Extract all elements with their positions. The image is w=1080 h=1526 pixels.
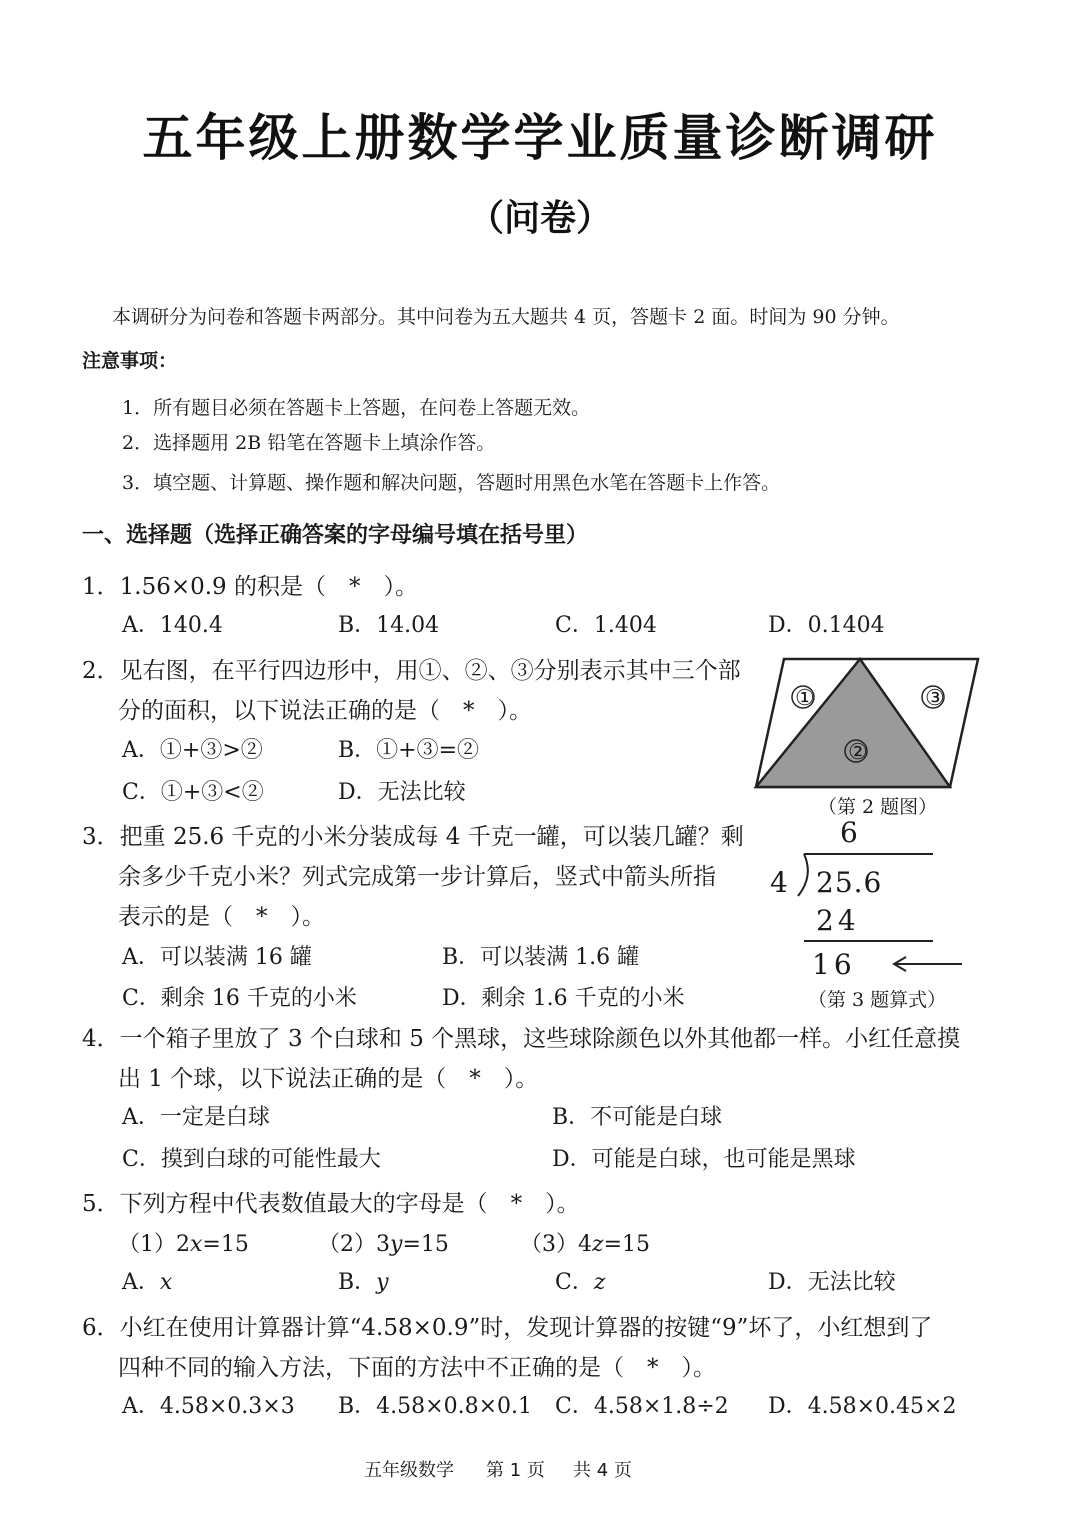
q5-option-b-var: y: [376, 1270, 389, 1295]
question-2-stem-line1: 2．见右图，在平行四边形中，用①、②、③分别表示其中三个部: [82, 658, 741, 684]
division-divisor: 4: [770, 866, 788, 899]
q5-eq3-prefix: （3）4: [520, 1232, 592, 1257]
q5-option-c-label: C．: [555, 1270, 594, 1295]
q2-option-b: B．①+③=②: [338, 738, 480, 763]
division-dividend: 25.6: [816, 866, 883, 899]
q5-eq2-prefix: （2）3: [318, 1232, 390, 1257]
q5-eq1-suffix: =15: [202, 1232, 249, 1257]
q1-option-c: C．1.404: [555, 613, 657, 638]
question-3-stem-line2: 余多少千克小米？列式完成第一步计算后，竖式中箭头所指: [118, 864, 716, 890]
q5-option-c: [555, 1265, 605, 1296]
q2-option-d: D．无法比较: [338, 780, 466, 805]
q5-equation-1: [118, 1227, 249, 1258]
question-3-stem-line1: 3．把重 25.6 千克的小米分装成每 4 千克一罐，可以装几罐？剩: [82, 824, 744, 850]
q4-option-c: C．摸到白球的可能性最大: [122, 1147, 381, 1172]
question-3-stem-line3: 表示的是（ * ）。: [118, 904, 325, 930]
division-bracket: [798, 854, 808, 896]
region-2-label: ②: [848, 740, 868, 765]
q4-option-b: B．不可能是白球: [552, 1105, 723, 1130]
question-1-stem: 1．1.56×0.9 的积是（ * ）。: [82, 574, 419, 600]
q5-option-a-label: A．: [122, 1270, 160, 1295]
footer-subject: 五年级数学: [364, 1460, 454, 1481]
q2-option-a: A．①+③>②: [122, 738, 263, 763]
q2-option-c: C．①+③<②: [122, 780, 264, 805]
q5-option-b: [338, 1265, 389, 1296]
q5-eq3-var: z: [592, 1232, 604, 1257]
q1-option-d: D．0.1404: [768, 613, 885, 638]
notes-heading: 注意事项：: [82, 350, 178, 372]
parallelogram-figure: [750, 650, 990, 795]
q3-option-d: D．剩余 1.6 千克的小米: [442, 986, 685, 1011]
q5-option-a: [122, 1265, 172, 1296]
note-item-2: 2．选择题用 2B 铅笔在答题卡上填涂作答。: [122, 432, 496, 454]
question-4-stem-line2: 出 1 个球，以下说法正确的是（ * ）。: [118, 1066, 539, 1092]
question-6-stem-line1: 6．小红在使用计算器计算“4.58×0.9”时，发现计算器的按键“9”坏了，小红想到了: [82, 1315, 933, 1341]
question-6-stem-line2: 四种不同的输入方法，下面的方法中不正确的是（ * ）。: [118, 1355, 716, 1381]
section-heading-choice: 一、选择题（选择正确答案的字母编号填在括号里）: [82, 523, 589, 548]
footer-page-number: 第 1 页: [486, 1460, 545, 1481]
intro-text: 本调研分为问卷和答题卡两部分。其中问卷为五大题共 4 页，答题卡 2 面。时间为 90 分钟。: [112, 306, 900, 328]
q5-option-d: D．无法比较: [768, 1270, 896, 1295]
q5-eq2-var: y: [390, 1232, 403, 1257]
question-4-stem-line1: 4．一个箱子里放了 3 个白球和 5 个黑球，这些球除颜色以外其他都一样。小红任意摸: [82, 1026, 961, 1052]
page-subtitle: （问卷）: [467, 198, 612, 239]
q1-option-b: B．14.04: [338, 613, 440, 638]
question-2-stem-line2: 分的面积，以下说法正确的是（ * ）。: [118, 698, 532, 724]
division-quotient: 6: [840, 816, 858, 849]
footer-total-pages: 共 4 页: [573, 1460, 632, 1481]
note-item-3: 3．填空题、计算题、操作题和解决问题，答题时用黑色水笔在答题卡上作答。: [122, 472, 781, 494]
q5-equation-2: [318, 1227, 449, 1258]
question-5-stem: 5．下列方程中代表数值最大的字母是（ * ）。: [82, 1191, 580, 1217]
q3-option-b: B．可以装满 1.6 罐: [442, 945, 640, 970]
q5-eq2-suffix: =15: [402, 1232, 449, 1257]
q1-option-a: A．140.4: [122, 613, 223, 638]
q6-option-b: B．4.58×0.8×0.1: [338, 1394, 532, 1419]
figure-3-caption: （第 3 题算式）: [808, 989, 947, 1011]
q5-option-b-label: B．: [338, 1270, 377, 1295]
q5-eq3-suffix: =15: [603, 1232, 651, 1257]
q4-option-d: D．可能是白球，也可能是黑球: [552, 1147, 856, 1172]
q5-eq1-prefix: （1）2: [118, 1232, 190, 1257]
page-title: 五年级上册数学学业质量诊断调研: [142, 109, 938, 167]
division-remainder: 16: [812, 948, 856, 981]
q5-option-c-var: z: [593, 1270, 606, 1295]
figure-2-caption: （第 2 题图）: [818, 796, 938, 818]
q3-option-a: A．可以装满 16 罐: [122, 945, 312, 970]
q5-option-a-var: x: [159, 1270, 173, 1295]
q4-option-a: A．一定是白球: [122, 1105, 270, 1130]
region-3-label: ③: [925, 686, 945, 711]
q6-option-c: C．4.58×1.8÷2: [555, 1394, 729, 1419]
region-1-label: ①: [795, 686, 815, 711]
q5-eq1-var: x: [190, 1232, 203, 1257]
q6-option-d: D．4.58×0.45×2: [768, 1394, 957, 1419]
q6-option-a: A．4.58×0.3×3: [122, 1394, 295, 1419]
q3-option-c: C．剩余 16 千克的小米: [122, 986, 357, 1011]
note-item-1: 1．所有题目必须在答题卡上答题，在问卷上答题无效。: [122, 397, 591, 419]
division-product: 24: [816, 904, 860, 937]
q5-equation-3: [520, 1227, 650, 1258]
